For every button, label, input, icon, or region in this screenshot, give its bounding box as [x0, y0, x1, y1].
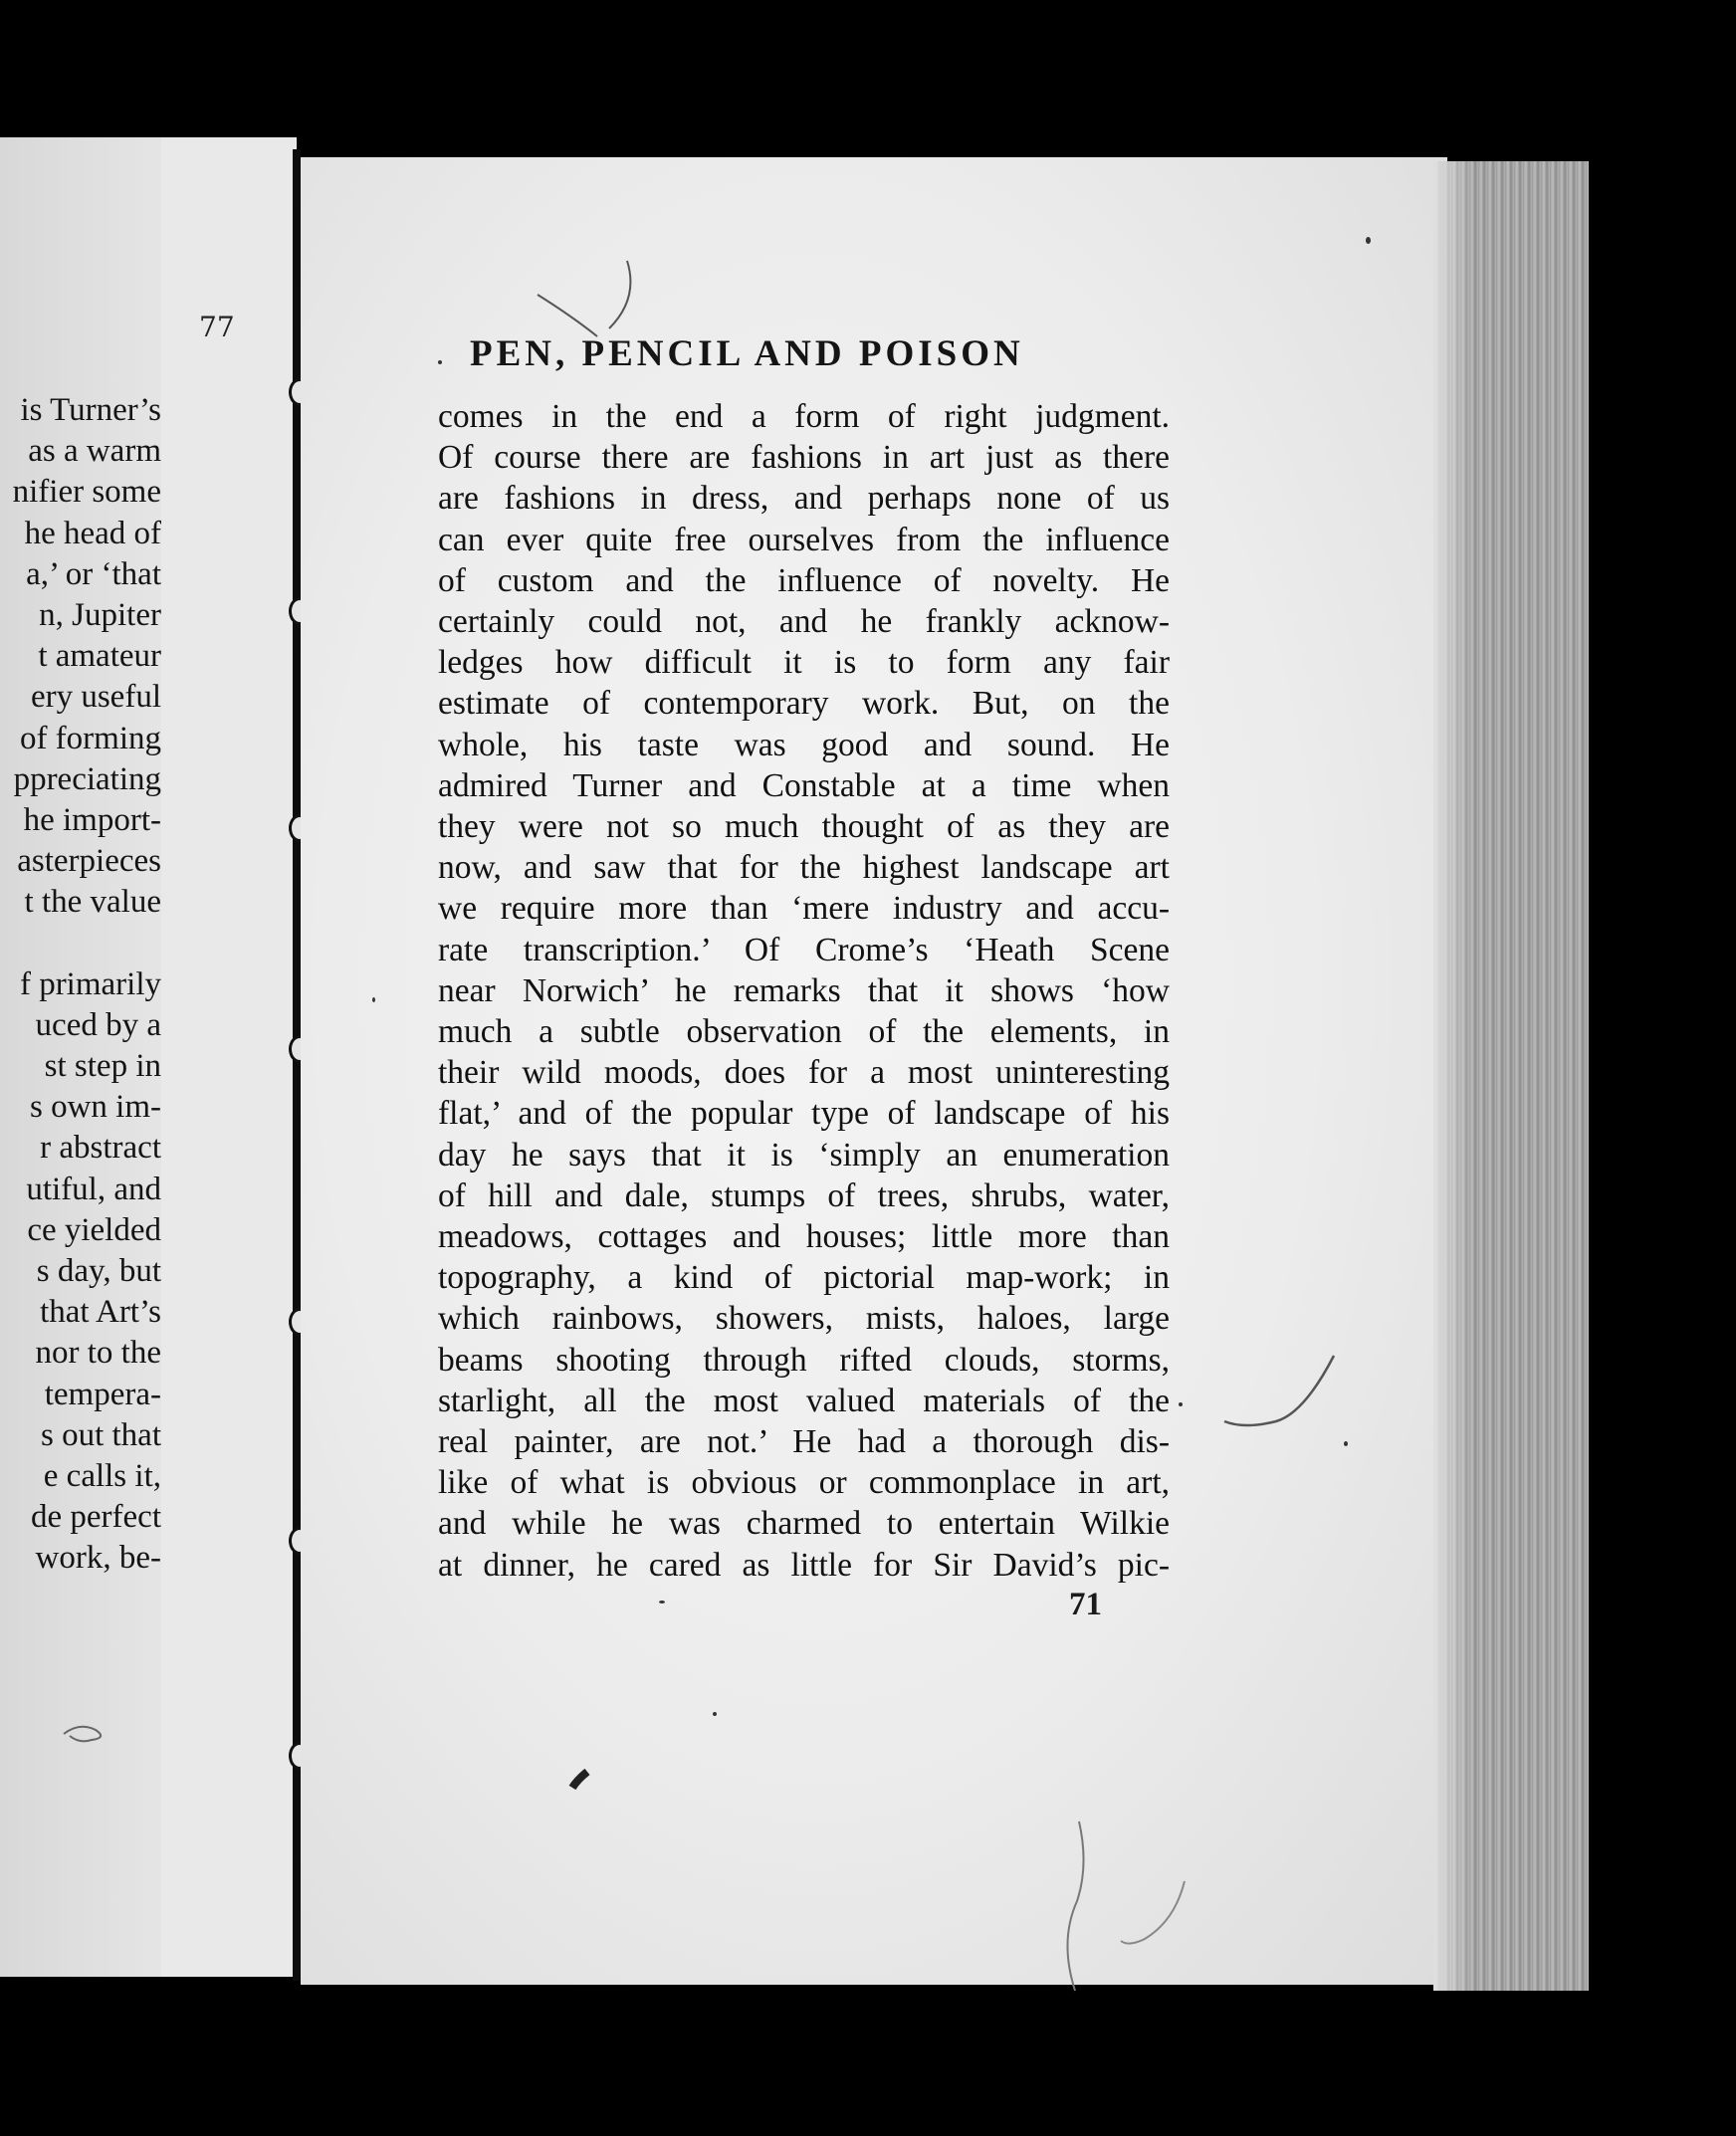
left-text-line: nor to the [35, 1335, 161, 1372]
scratch-mark [64, 1727, 101, 1742]
left-text-line: de perfect [31, 1499, 161, 1536]
left-text-line: st step in [44, 1048, 161, 1085]
left-text-line: r abstract [40, 1130, 161, 1167]
left-text-line: utiful, and [26, 1171, 161, 1207]
scratch-mark [1067, 1821, 1083, 1991]
left-text-line: asterpieces [17, 843, 161, 880]
left-text-line: t the value [24, 884, 161, 921]
left-text-line: work, be- [35, 1540, 161, 1577]
left-text-line: nifier some [12, 474, 161, 511]
text-line: estimate of contemporary work. But, on the [438, 685, 1170, 723]
left-text-line: s day, but [36, 1253, 161, 1290]
left-text-line: a,’ or ‘that [26, 555, 161, 592]
left-text-line: e calls it, [43, 1458, 161, 1495]
speck [372, 997, 375, 1002]
running-head: PEN, PENCIL AND POISON [470, 333, 1024, 374]
text-line: of hill and dale, stumps of trees, shrubs, water, [438, 1176, 1170, 1214]
speck [1344, 1441, 1348, 1446]
speck [1366, 237, 1371, 244]
text-line: flat,’ and of the popular type of landscape of his [438, 1095, 1170, 1133]
speck [713, 1712, 717, 1716]
text-line: comes in the end a form of right judgment. [438, 398, 1170, 435]
text-line: certainly could not, and he frankly acknow- [438, 603, 1170, 641]
text-line: near Norwich’ he remarks that it shows ‘how [438, 971, 1170, 1009]
text-line: admired Turner and Constable at a time when [438, 766, 1170, 804]
scratch-mark [1121, 1881, 1185, 1944]
text-line: they were not so much thought of as they are [438, 808, 1170, 846]
text-line: can ever quite free ourselves from the influence [438, 521, 1170, 558]
left-text-line: ppreciating [13, 760, 161, 797]
left-text-line: as a warm [28, 433, 161, 470]
left-text-line: f primarily [19, 965, 161, 1002]
left-text-line: t amateur [38, 638, 161, 675]
text-line: ledges how difficult it is to form any fair [438, 644, 1170, 682]
text-line: meadows, cottages and houses; little more than [438, 1218, 1170, 1256]
text-line: whole, his taste was good and sound. He [438, 726, 1170, 763]
scratch-mark [609, 261, 630, 328]
text-line: starlight, all the most valued materials of the [438, 1382, 1170, 1419]
left-text-line: ce yielded [27, 1211, 161, 1248]
left-margin-mark: 77 [199, 311, 235, 343]
left-text-line: s own im- [30, 1089, 161, 1126]
left-text-line: n, Jupiter [39, 597, 161, 634]
text-line: rate transcription.’ Of Crome’s ‘Heath Scene [438, 931, 1170, 968]
text-line: we require more than ‘mere industry and accu- [438, 890, 1170, 928]
left-text-line: he head of [24, 515, 161, 551]
page-number: 71 [1069, 1587, 1102, 1622]
text-line: their wild moods, does for a most uninteresting [438, 1054, 1170, 1092]
text-line: are fashions in dress, and perhaps none of us [438, 480, 1170, 518]
scratch-mark [572, 1772, 587, 1788]
text-line: of custom and the influence of novelty. He [438, 561, 1170, 599]
text-line: day he says that it is ‘simply an enumeration [438, 1136, 1170, 1174]
speck [1179, 1402, 1183, 1406]
text-line: real painter, are not.’ He had a thorough dis- [438, 1423, 1170, 1461]
text-line: at dinner, he cared as little for Sir David’s pic- [438, 1546, 1170, 1584]
text-line: beams shooting through rifted clouds, storms, [438, 1341, 1170, 1379]
text-line: and while he was charmed to entertain Wilkie [438, 1505, 1170, 1543]
left-text-line: s out that [41, 1416, 161, 1453]
speck [438, 360, 442, 364]
left-text-line: is Turner’s [20, 392, 161, 428]
text-line: like of what is obvious or commonplace in art, [438, 1464, 1170, 1502]
scratch-mark [538, 295, 597, 336]
left-text-line: that Art’s [40, 1294, 161, 1331]
scratch-mark [1224, 1356, 1334, 1425]
text-line: which rainbows, showers, mists, haloes, large [438, 1300, 1170, 1338]
text-line: Of course there are fashions in art just as there [438, 439, 1170, 477]
left-text-line: tempera- [44, 1376, 161, 1412]
text-line: now, and saw that for the highest landscape art [438, 849, 1170, 887]
text-line: topography, a kind of pictorial map-work; in [438, 1259, 1170, 1297]
left-text-line: he import- [23, 802, 161, 839]
left-text-line: of forming [19, 720, 161, 756]
text-line: much a subtle observation of the elements, in [438, 1013, 1170, 1051]
speck [659, 1601, 665, 1603]
left-text-line: uced by a [35, 1006, 161, 1043]
left-text-line: ery useful [30, 679, 161, 716]
